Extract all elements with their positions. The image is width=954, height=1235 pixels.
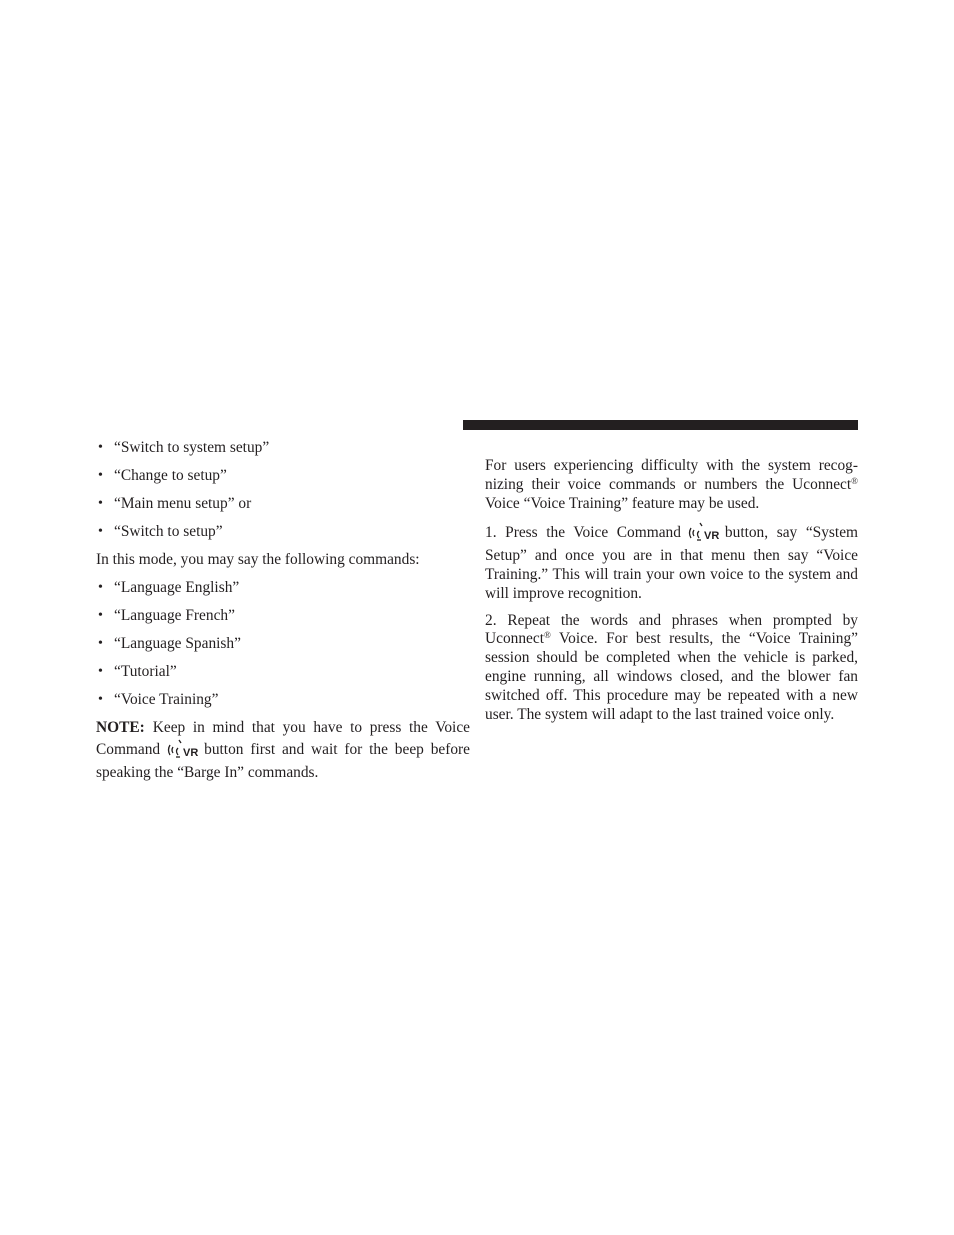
mode-command-list [96, 577, 470, 717]
bullet-icon: • [98, 664, 103, 679]
note-label: NOTE: [96, 719, 145, 736]
bullet-icon: • [98, 496, 103, 511]
list-item: • “Language English” [96, 577, 470, 605]
step-2: 2. Repeat the words and phrases when prompted by Uconnect® Voice. For best results, the “Voice Training” session should be completed when the vehicle is parked, engine running, all windows closed, and the blower fan switched off. This procedure may be repeated with a new user. The system will adapt to the last trained voice only. [485, 611, 858, 723]
setup-command-list [96, 437, 470, 549]
note-paragraph: NOTE: Keep in mind that you have to press the Voice Command VR button first and wait for the beep before speaking the “Barge In” commands. [96, 719, 470, 781]
voice-training-intro: For users experiencing difficulty with the system recog-nizing their voice commands or numbers the Uconnect® Voice “Voice Training” feature may be used. [485, 457, 858, 512]
bullet-icon: • [98, 524, 103, 539]
list-item: • “Switch to setup” [96, 521, 470, 549]
voice-command-icon [687, 521, 721, 547]
list-item: • “Language French” [96, 605, 470, 633]
list-item: • “Switch to system setup” [96, 437, 470, 465]
list-item: • “Voice Training” [96, 689, 470, 717]
bullet-icon: • [98, 636, 103, 651]
bullet-icon: • [98, 608, 103, 623]
list-item: • “Tutorial” [96, 661, 470, 689]
step-1: 1. Press the Voice Command VR button, say “System Setup” and once you are in that menu then say “Voice Training.” This will train your own voice to the system and will improve recognition. [485, 521, 858, 603]
mode-intro: In this mode, you may say the following commands: [96, 551, 420, 568]
bullet-icon: • [98, 580, 103, 595]
section-header-bar [463, 420, 858, 430]
svg-text:VR: VR [703, 530, 720, 542]
list-item: • “Change to setup” [96, 465, 470, 493]
left-column [96, 437, 470, 782]
bullet-icon: • [98, 440, 103, 455]
voice-command-icon [166, 738, 200, 764]
bullet-icon: • [98, 468, 103, 483]
list-item: • “Language Spanish” [96, 633, 470, 661]
right-column [485, 457, 858, 732]
svg-text:VR: VR [183, 746, 199, 758]
list-item: • “Main menu setup” or [96, 493, 470, 521]
bullet-icon: • [98, 692, 103, 707]
